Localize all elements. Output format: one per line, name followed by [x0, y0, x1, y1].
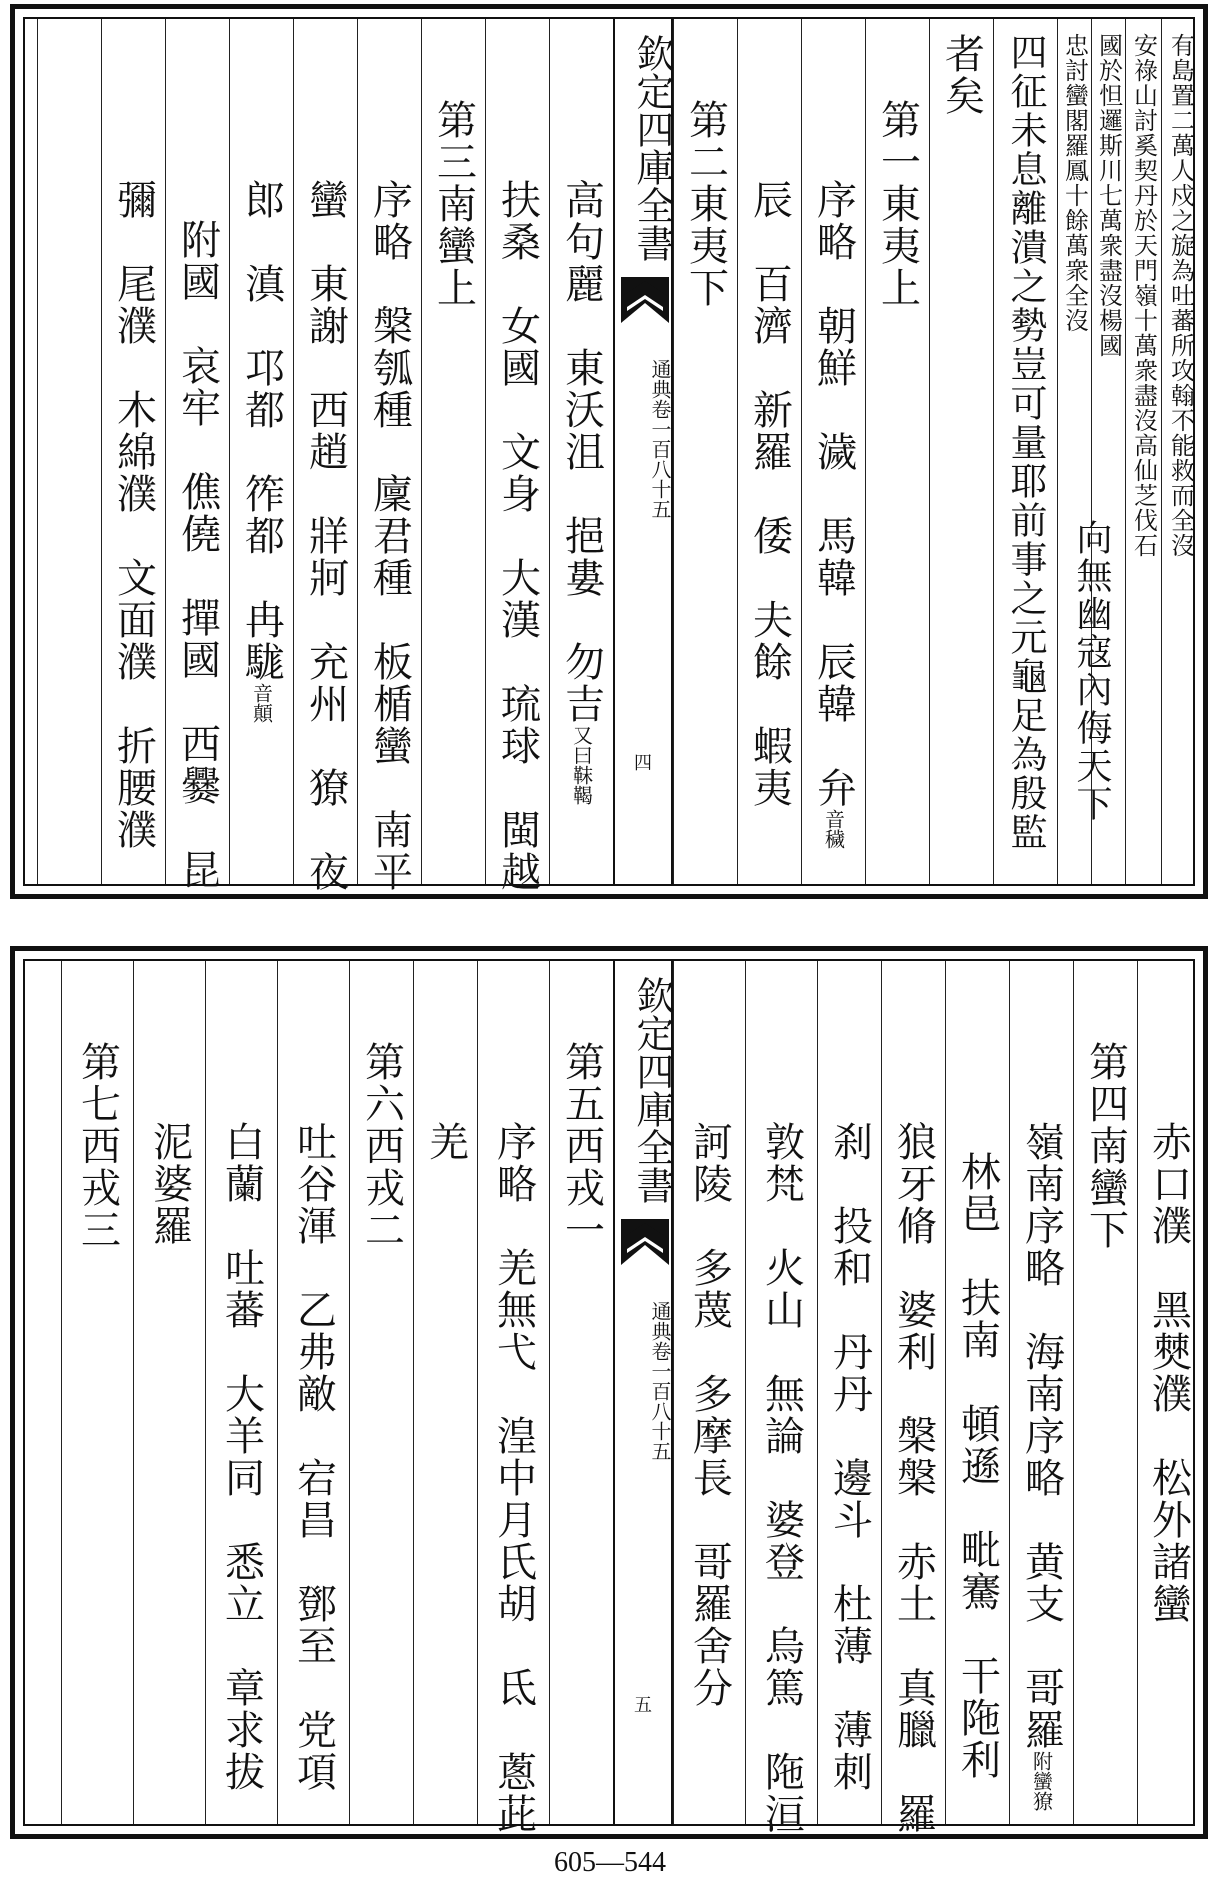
page-frame: [23, 959, 1195, 1835]
text-column: 訶陵 多蔑 多摩長 哥羅舍分: [673, 961, 745, 1824]
text-column: 辰 百濟 新羅 倭 夫餘 蝦夷: [737, 19, 801, 884]
spine-book-title: 通典 卷一百八十五: [648, 1301, 672, 1461]
section-heading: 第七西戎三: [61, 961, 133, 1824]
text-column: 序略 槃瓠種 廩君種 板楯蠻 南平: [357, 19, 421, 884]
text-column: 林邑 扶南 頓遜 毗騫 干陁利: [945, 961, 1009, 1824]
text-column: 吐谷渾 乙弗敵 宕昌 鄧至 党項: [277, 961, 349, 1824]
section-heading: 第四南蠻下: [1073, 961, 1137, 1824]
text-column: 敦梵 火山 無論 婆登 烏篤 陁洹: [745, 961, 817, 1824]
spine-page-number: 五: [634, 1695, 652, 1716]
blank-column: [37, 19, 101, 884]
spine-title: 欽定四庫全書: [630, 34, 674, 262]
text-column: 扶桑 女國 文身 大漢 琉球 閩越: [485, 19, 549, 884]
section-heading: 第一東夷上: [865, 19, 929, 884]
text-column: 序略 羌無弋 湟中月氏胡 氐 蔥茈: [477, 961, 549, 1824]
text-column: 附國 哀牢 僬僥 撣國 西爨 昆: [165, 19, 229, 884]
inline-continuation: 向無幽寇內侮天下: [1071, 519, 1112, 823]
text-column: 嶺南序略 海南序略 黄支 哥羅 附蠻獠: [1009, 961, 1073, 1824]
fishtail-ornament: [621, 277, 669, 323]
section-heading: 第六西戎二: [349, 961, 413, 1824]
page-bottom: [10, 946, 1208, 1839]
text-column: 羌: [413, 961, 477, 1824]
text-column: 赤口濮 黑僰濮 松外諸蠻: [1137, 961, 1199, 1824]
text-column: 刹 投和 丹丹 邊斗 杜薄 薄刺: [817, 961, 881, 1824]
text-column: 安祿山討奚契丹於天門嶺十萬衆盡沒高仙芝伐石: [1125, 19, 1161, 884]
text-column: 序略 朝鮮 濊 馬韓 辰韓 弁 音穢: [801, 19, 865, 884]
spine-book-title: 通典 卷一百八十五: [648, 359, 672, 519]
interlinear-note: 音顛: [249, 683, 274, 723]
text-column: 四征未息離潰之勢豈可量耶前事之元龜足為殷監: [993, 19, 1057, 884]
text-column: 彌 尾濮 木綿濮 文面濮 折腰濮: [101, 19, 165, 884]
page-footer-number: 605—544: [554, 1847, 666, 1878]
page-spine: [613, 961, 673, 1824]
text-column: 郎 滇 邛都 筰都 冉駹 音顛: [229, 19, 293, 884]
text-column: 有島置二萬人戍之旋為吐蕃所攻翰不能救而全沒: [1161, 19, 1199, 884]
text-column: 白蘭 吐蕃 大羊同 悉立 章求拔: [205, 961, 277, 1824]
spine-page-number: 四: [634, 753, 652, 774]
section-heading: 第二東夷下: [673, 19, 737, 884]
spine-title: 欽定四庫全書: [630, 976, 674, 1204]
blank-column: [25, 961, 61, 1824]
text-column: 泥婆羅: [133, 961, 205, 1824]
text-column: 者矣: [929, 19, 993, 884]
page-frame: [23, 17, 1195, 893]
interlinear-note: 附蠻獠: [1029, 1751, 1054, 1811]
text-column: 蠻 東謝 西趙 牂牁 充州 獠 夜: [293, 19, 357, 884]
text-column: 狼牙脩 婆利 槃槃 赤土 真臘 羅: [881, 961, 945, 1824]
interlinear-note: 又曰靺鞨: [569, 725, 594, 805]
page-top: [10, 4, 1208, 899]
page-spine: [613, 19, 673, 884]
text-column: 高句麗 東沃沮 挹婁 勿吉 又曰靺鞨: [549, 19, 613, 884]
interlinear-note: 音穢: [821, 809, 846, 849]
text-column: 忠討蠻閣羅鳳十餘萬衆全沒: [1057, 19, 1091, 884]
section-heading: 第五西戎一: [549, 961, 613, 1824]
fishtail-ornament: [621, 1219, 669, 1265]
text-column: 國於怛邏斯川七萬衆盡沒楊國: [1091, 19, 1125, 884]
section-heading: 第三南蠻上: [421, 19, 485, 884]
